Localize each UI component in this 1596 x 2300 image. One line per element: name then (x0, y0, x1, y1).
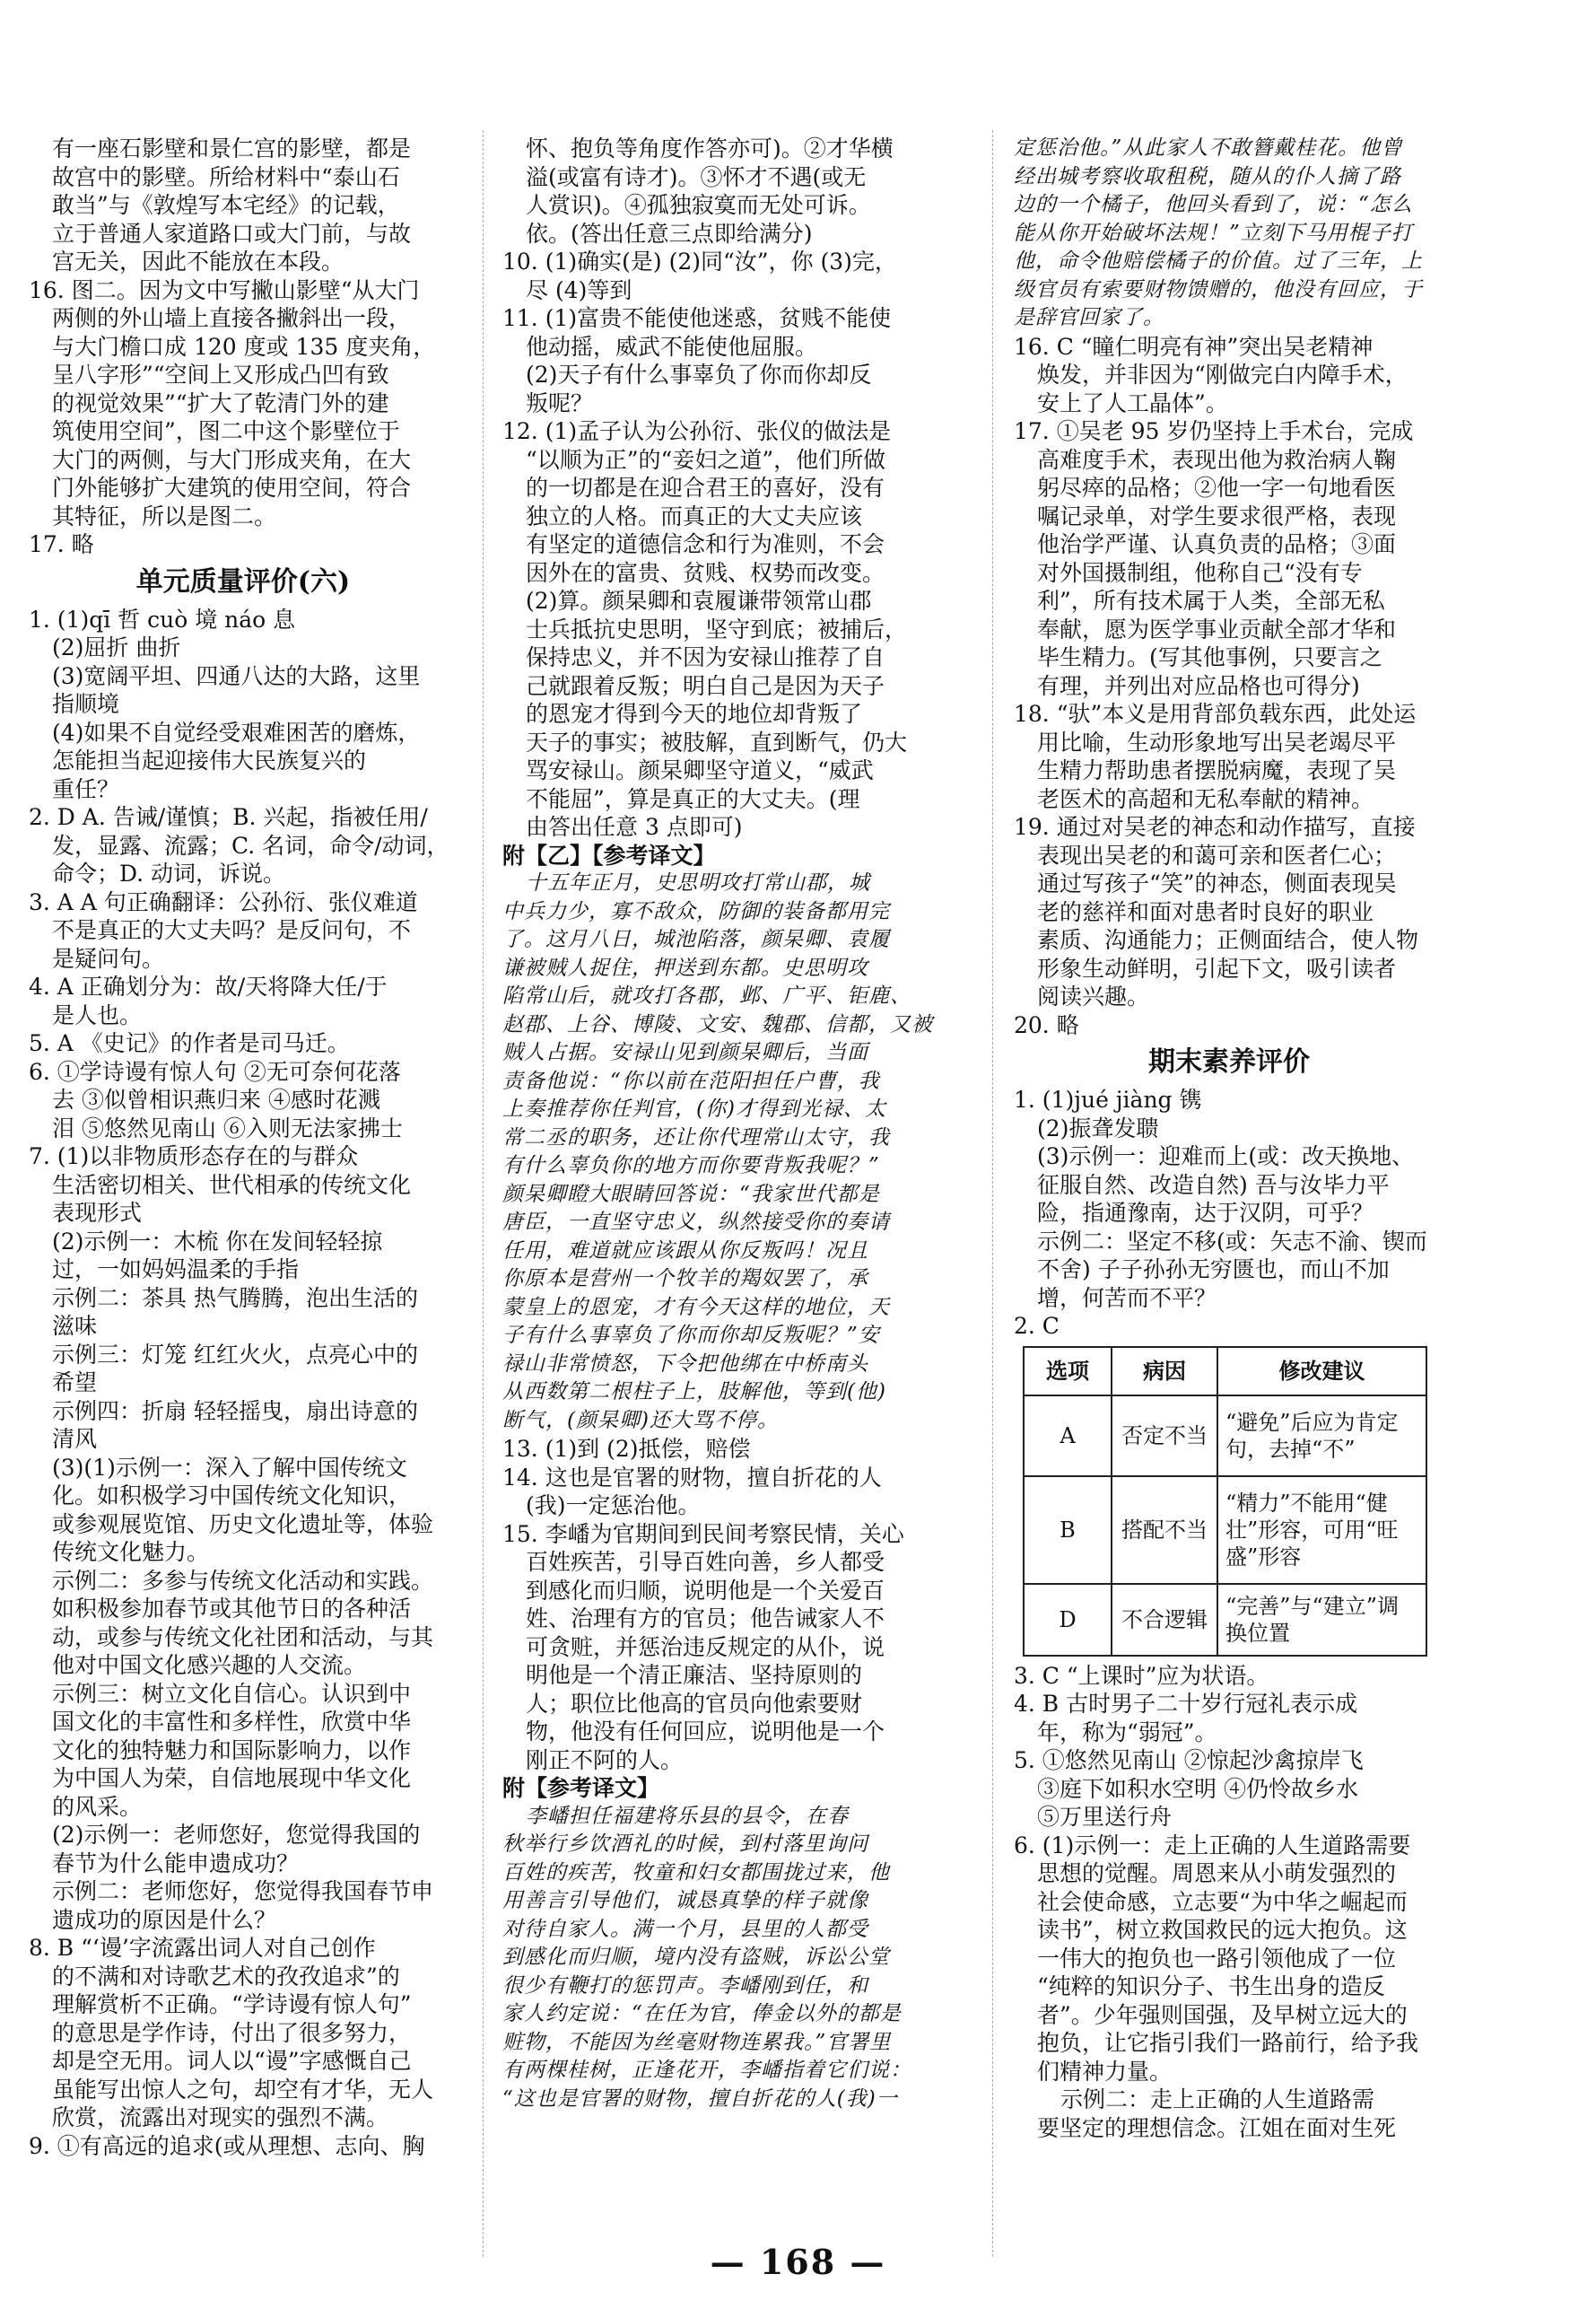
text-line: 增，何苦而不平？ (1037, 1284, 1217, 1311)
text-line: 己就跟着反叛；明白自己是因为天子 (526, 672, 885, 699)
text-line: 14. 这也是官署的财物，擅自折花的人 (502, 1464, 882, 1491)
text-line: 老的慈祥和面对患者时良好的职业 (1037, 898, 1374, 925)
text-line: 他治学严谨、认真负责的品格；③面 (1037, 531, 1397, 557)
text-line: 表现出吴老的和蔼可亲和医者仁心； (1037, 842, 1397, 869)
text-line: 遗成功的原因是什么？ (52, 1906, 277, 1933)
text-line: 有两棵桂树，正逢花开，李嶓指着它们说： (502, 2059, 911, 2082)
text-line: 士兵抵抗史思明，坚守到底；被捕后， (526, 616, 908, 643)
text-line: 其特征，所以是图二。 (52, 503, 277, 529)
text-line: 国文化的丰富性和多样性，欣赏中华 (52, 1709, 412, 1735)
text-line: 能从你开始破坏法规！”立刻下马用棍子打 (1014, 221, 1413, 245)
text-line: 常二丞的职务，还让你代理常山太守，我 (502, 1125, 890, 1150)
text-line: 很少有鞭打的惩罚声。李嶓刚到任，和 (502, 1973, 868, 1998)
text-line: 虽能写出惊人之句，却空有才华，无人 (52, 2076, 434, 2103)
text-line: 社会使命感，立志要“为中华之崛起而 (1037, 1888, 1408, 1915)
text-line: 如积极参加春节或其他节日的各种活 (52, 1596, 412, 1622)
text-line: 4. B 古时男子二十岁行冠礼表示成 (1014, 1691, 1358, 1717)
text-line: 1. (1)jué jiàng 镌 (1014, 1087, 1202, 1113)
text-line: 示例二：多参与传统文化活动和实践。 (52, 1567, 434, 1594)
text-line: (2)算。颜杲卿和袁履谦带领常山郡 (526, 588, 872, 614)
text-line: 读书”，树立救国救民的远大抱负。这 (1037, 1917, 1408, 1943)
text-line: 附【乙】【参考译文】 (502, 842, 716, 869)
table-row (1024, 1476, 1426, 1584)
text-line: 有坚定的道德信念和行为准则，不会 (526, 531, 885, 557)
text-line: 17. 略 (29, 531, 94, 557)
text-line: 的风采。 (52, 1793, 143, 1820)
text-line: (我)一定惩治他。 (526, 1492, 701, 1518)
text-line: 蒙皇上的恩宠，才有今天这样的地位，天 (502, 1295, 890, 1319)
text-line: 依。(答出任意三点即给满分) (526, 220, 813, 247)
text-line: 定惩治他。”从此家人不敢簪戴桂花。他曾 (1014, 136, 1403, 160)
text-line: 的不满和对诗歌艺术的孜孜追求”的 (52, 1963, 400, 1990)
text-line: 示例三：树立文化自信心。认识到中 (52, 1680, 412, 1707)
text-line: 是辞官回家了。 (1014, 306, 1164, 329)
text-line: 1. (1)qī 哲 cuò 境 náo 息 (29, 606, 296, 633)
text-line: 毕生精力。(写其他事例，只要言之 (1037, 644, 1382, 670)
text-line: 不舍) 子子孙孙无穷匮也，而山不加 (1037, 1256, 1390, 1282)
text-line: 用比喻，生动形象地写出吴老竭尽平 (1037, 729, 1397, 756)
text-line: 动，或参与传统文化社团和活动，与其 (52, 1623, 434, 1650)
text-line: 安上了人工晶体”。 (1037, 389, 1228, 416)
text-line: 9. ①有高远的追求(或从理想、志向、胸 (29, 2132, 425, 2159)
text-line: 他，命令他赔偿橘子的价值。过了三年，上 (1014, 249, 1423, 273)
text-line: (2)示例一：老师您好，您觉得我国的 (52, 1822, 421, 1848)
text-line: “以顺为正”的“妾妇之道”，他们所做 (526, 446, 886, 473)
text-line: 阅读兴趣。 (1037, 984, 1150, 1010)
text-line: 重任？ (52, 775, 120, 802)
text-line: 了。这月八日，城池陷落，颜杲卿、袁履 (502, 928, 890, 951)
text-line: (3)宽阔平坦、四通八达的大路，这里 (52, 662, 421, 689)
text-line: 是疑问句。 (52, 945, 165, 972)
table-row (1024, 1395, 1426, 1476)
text-line: 18. “驮”本义是用背部负载东西，此处运 (1014, 701, 1417, 727)
text-line: ③庭下如积水空明 ④仍怜故乡水 (1037, 1775, 1358, 1802)
text-line: 有一座石影壁和景仁宫的影壁，都是 (52, 136, 412, 162)
text-line: 利”，所有技术属于人类，全部无私 (1037, 588, 1385, 614)
text-line: 示例三：灯笼 红红火火，点亮心中的 (52, 1341, 418, 1368)
text-line: 附【参考译文】 (502, 1775, 660, 1801)
text-line: 经出城考察收取租税，随从的仆人摘了路 (1014, 164, 1401, 188)
text-line: 春节为什么能申遗成功？ (52, 1850, 300, 1876)
column-divider (992, 130, 993, 2257)
text-line: 的一切都是在迎合君王的喜好，没有 (526, 475, 885, 501)
text-line: 明他是一个清正廉洁、坚持原则的 (526, 1662, 863, 1688)
text-line: 陷常山后，就攻打各郡，邺、广平、钜鹿、 (502, 984, 911, 1008)
text-line: 溢(或富有诗才)。③怀才不遇(或无 (526, 163, 867, 190)
text-line: 希望 (52, 1369, 98, 1395)
table-row (1024, 1584, 1426, 1656)
text-line: 20. 略 (1014, 1011, 1079, 1038)
text-line: 示例二：走上正确的人生道路需 (1060, 2086, 1375, 2112)
text-line: 化。如积极学习中国传统文化知识， (52, 1482, 412, 1509)
text-line: 是人也。 (52, 1001, 143, 1028)
text-line: 12. (1)孟子认为公孙衍、张仪的做法是 (502, 418, 892, 444)
page-number: — 168 — (710, 2242, 886, 2282)
text-line: 5. A 《史记》的作者是司马迁。 (29, 1030, 350, 1056)
text-line: 焕发，并非因为“刚做完白内障手术， (1037, 362, 1408, 388)
text-line: 尽 (4)等到 (526, 276, 632, 303)
text-line: 十五年正月，史思明攻打常山郡，城 (526, 871, 870, 895)
text-line: 6. ①学诗谩有惊人句 ②无可奈何花落 (29, 1058, 401, 1085)
text-line: 17. ①吴老 95 岁仍坚持上手术台，完成 (1014, 418, 1414, 444)
text-line: 上奏推荐你任判官，(你)才得到光禄、太 (502, 1098, 886, 1121)
text-line: 故宫中的影壁。所给材料中“泰山石 (52, 163, 400, 190)
text-line: 对外国摄制组，他称自己“没有专 (1037, 559, 1363, 586)
text-line: 断气，(颜杲卿)还大骂不停。 (502, 1408, 779, 1432)
text-line: 百姓的疾苦，牧童和妇女都围拢过来，他 (502, 1860, 890, 1885)
text-line: 有什么辜负你的地方而你要背叛我呢？” (502, 1154, 880, 1177)
text-line: 谦被贼人捉住，押送到东都。史思明攻 (502, 956, 868, 980)
table-cell: A (1024, 1395, 1112, 1476)
text-line: “纯粹的知识分子、书生出身的造反 (1037, 1973, 1385, 1999)
text-line: 奉献，愿为医学事业贡献全部才华和 (1037, 616, 1397, 643)
text-line: 秋举行乡饮酒礼的时候，到村落里询问 (502, 1832, 868, 1856)
text-line: (2)示例一：木梳 你在发间轻轻掠 (52, 1228, 383, 1255)
text-line: 滋味 (52, 1313, 98, 1339)
text-line: 生活密切相关、世代相承的传统文化 (52, 1171, 412, 1198)
text-line: (3)(1)示例一：深入了解中国传统文 (52, 1454, 407, 1481)
text-line: 7. (1)以非物质形态存在的与群众 (29, 1143, 359, 1169)
text-line: 过，一如妈妈温柔的手指 (52, 1256, 300, 1282)
text-line: 5. ①悠然见南山 ②惊起沙禽掠岸飞 (1014, 1747, 1364, 1773)
text-line: 物，他没有任何回应，说明他是一个 (526, 1718, 885, 1745)
text-line: 你原本是营州一个牧羊的羯奴罢了，承 (502, 1267, 868, 1290)
text-line: 门外能够扩大建筑的使用空间，符合 (52, 475, 412, 501)
column-divider (483, 130, 484, 2257)
text-line: 15. 李嶓为官期间到民间考察民情，关心 (502, 1520, 904, 1547)
text-line: 年，称为“弱冠”。 (1037, 1718, 1217, 1745)
text-line: 刚正不阿的人。 (526, 1746, 684, 1773)
table-header-row (1024, 1347, 1426, 1395)
text-line: 通过写孩子“笑”的神态，侧面表现吴 (1037, 870, 1397, 896)
text-line: 示例二：坚定不移(或：矢志不渝、锲而 (1037, 1228, 1427, 1255)
text-line: 示例二：老师您好，您觉得我国春节申 (52, 1878, 434, 1904)
text-line: 生精力帮助患者摆脱病魔，表现了吴 (1037, 757, 1397, 783)
text-line: 筑使用空间”，图二中这个影壁位于 (52, 418, 400, 444)
text-line: 骂安禄山。颜杲卿坚守道义，“威武 (526, 757, 874, 783)
text-line: 边的一个橘子，他回头看到了，说：“怎么 (1014, 193, 1413, 216)
text-line: 独立的人格。而真正的大丈夫应该 (526, 503, 863, 529)
text-line: 4. A 正确划分为：故/天将降大任/于 (29, 974, 388, 1000)
text-line: 中兵力少，寡不敌众，防御的装备都用完 (502, 899, 890, 923)
text-line: 险，指通豫南，达于汉阴，可乎？ (1037, 1200, 1374, 1226)
text-line: 唐臣，一直坚守忠义，纵然接受你的奏请 (502, 1211, 890, 1234)
table-header: 病因 (1112, 1347, 1217, 1395)
column-right (1014, 135, 1444, 2142)
text-line: 禄山非常愤怒，下令把他绑在中桥南头 (502, 1351, 868, 1376)
text-line: 泪 ⑤悠然见南山 ⑥入则无法家拂士 (52, 1115, 403, 1141)
text-line: 人；职位比他高的官员向他索要财 (526, 1690, 863, 1717)
text-line: 用善言引导他们，诚恳真挚的样子就像 (502, 1889, 868, 1912)
text-line: 级官员有索要财物馈赠的，他没有回应，于 (1014, 277, 1423, 302)
text-line: 一伟大的抱负也一路引领他成了一位 (1037, 1945, 1397, 1972)
text-line: 要坚定的理想信念。江姐在面对生死 (1037, 2114, 1397, 2141)
text-line: 嘱记录单，对学生要求很严格，表现 (1037, 503, 1397, 529)
text-line: 的恩宠才得到今天的地位却背叛了 (526, 701, 863, 727)
text-line: 从西数第二根柱子上，肢解他，等到(他) (502, 1380, 886, 1404)
text-line: 8. B “‘谩’字流露出词人对自己创作 (29, 1935, 376, 1961)
table-header: 选项 (1024, 1347, 1112, 1395)
text-line: 两侧的外山墙上直接各撇斜出一段， (52, 305, 412, 331)
text-line: ⑤万里送行舟 (1037, 1804, 1173, 1830)
text-line: (2)天子有什么事辜负了你而你却反 (526, 362, 872, 388)
text-line: “这也是官署的财物，擅自折花的人(我)一 (502, 2086, 898, 2111)
text-line: 2. C (1014, 1313, 1060, 1339)
text-line: 高难度手术，表现出他为救治病人鞠 (1037, 446, 1397, 473)
text-line: 叛呢？ (526, 389, 594, 416)
text-line: 呈八字形”“空间上又形成凸凹有致 (52, 362, 389, 388)
text-line: 可贪赃，并惩治违反规定的从仆，说 (526, 1633, 885, 1660)
text-line: (2)屈折 曲折 (52, 634, 181, 660)
text-line: 家人约定说：“在任为官，俸金以外的都是 (502, 2002, 902, 2025)
text-line: 不能屈”，算是真正的大丈夫。(理 (526, 785, 860, 812)
table-cell: B (1024, 1476, 1112, 1584)
text-line: 19. 通过对吴老的神态和动作描写，直接 (1014, 814, 1416, 840)
table-cell: “避免”后应为肯定句，去掉“不” (1217, 1395, 1426, 1476)
text-line: 示例四：折扇 轻轻摇曳，扇出诗意的 (52, 1397, 418, 1424)
text-line: 示例二：茶具 热气腾腾，泡出生活的 (52, 1284, 418, 1311)
text-line: 到感化而归顺，说明他是一个关爱百 (526, 1577, 885, 1604)
text-line: 形象生动鲜明，引起下文，吸引读者 (1037, 955, 1397, 982)
text-line: (4)如果不自觉经受艰难困苦的磨炼， (52, 719, 421, 746)
section-heading: 单元质量评价(六) (135, 565, 351, 598)
text-line: 责备他说：“你以前在范阳担任户曹，我 (502, 1069, 880, 1093)
text-line: 保持忠义，并不因为安禄山推荐了自 (526, 644, 885, 670)
text-line: 理解赏析不正确。“学诗谩有惊人句” (52, 1991, 412, 2017)
table-cell: 不合逻辑 (1112, 1584, 1217, 1656)
text-line: 欣赏，流露出对现实的强烈不满。 (52, 2104, 389, 2130)
text-line: 姓、治理有方的官员；他告诫家人不 (526, 1605, 885, 1631)
text-line: 为中国人为荣，自信地展现中华文化 (52, 1765, 412, 1791)
text-line: 怀、抱负等角度作答亦可)。②才华横 (526, 136, 894, 162)
text-line: (3)示例一：迎难而上(或：改天换地、 (1037, 1143, 1415, 1169)
table-cell: “完善”与“建立”调换位置 (1217, 1584, 1426, 1656)
text-line: 指顺境 (52, 691, 120, 717)
table-header: 修改建议 (1217, 1347, 1426, 1395)
text-line: 13. (1)到 (2)抵偿，赔偿 (502, 1436, 751, 1462)
text-line: 敢当”与《敦煌写本宅经》的记载， (52, 192, 400, 218)
table-cell: 搭配不当 (1112, 1476, 1217, 1584)
text-line: 6. (1)示例一：走上正确的人生道路需要 (1014, 1832, 1411, 1858)
column-right-top (1014, 135, 1444, 1341)
text-line: 他动摇，威武不能使他屈服。 (526, 333, 818, 360)
text-line: 2. D A. 告诫/谨慎；B. 兴起，指被任用/ (29, 804, 428, 830)
text-line: 对待自家人。满一个月，县里的人都受 (502, 1917, 868, 1941)
table-cell: “精力”不能用“健壮”形容，可用“旺盛”形容 (1217, 1476, 1426, 1584)
text-line: 子有什么事辜负了你而你却反叛呢？”安 (502, 1324, 880, 1347)
text-line: 不是真正的大丈夫吗？是反问句，不 (52, 917, 412, 943)
text-line: 11. (1)富贵不能使他迷惑，贫贱不能使 (502, 305, 892, 331)
column-middle (502, 135, 960, 2113)
text-line: 人赏识)。④孤独寂寞而无处可诉。 (526, 192, 871, 218)
revision-table (1023, 1346, 1427, 1657)
text-line: 躬尽瘁的品格；②他一字一句地看医 (1037, 475, 1397, 501)
text-line: 发，显露、流露；C. 名词，命令/动词， (52, 832, 449, 859)
text-line: 老医术的高超和无私奉献的精神。 (1037, 785, 1374, 812)
text-line: (2)振聋发聩 (1037, 1115, 1159, 1141)
text-line: 大门的两侧，与大门形成夹角，在大 (52, 446, 412, 473)
section-heading: 期末素养评价 (1148, 1046, 1310, 1078)
text-line: 怎能担当起迎接伟大民族复兴的 (52, 748, 367, 774)
text-line: 天子的事实；被肢解，直到断气，仍大 (526, 729, 908, 756)
text-line: 或参观展览馆、历史文化遗址等，体验 (52, 1510, 434, 1537)
text-line: 16. C “瞳仁明亮有神”突出吴老精神 (1014, 333, 1374, 360)
text-line: 宫无关，因此不能放在本段。 (52, 249, 344, 275)
text-line: 3. C “上课时”应为状语。 (1014, 1662, 1269, 1689)
text-line: 抱负，让它指引我们一路前行，给予我 (1037, 2030, 1419, 2056)
text-line: 素质、沟通能力；正侧面结合，使人物 (1037, 927, 1419, 953)
text-line: 有理，并列出对应品格也可得分) (1037, 672, 1360, 699)
column-left (29, 135, 458, 2160)
text-line: 16. 图二。因为文中写撇山影壁“从大门 (29, 276, 420, 303)
text-line: 贼人占据。安禄山见到颜杲卿后，当面 (502, 1041, 868, 1064)
text-line: 到感化而归顺，境内没有盗贼，诉讼公堂 (502, 1946, 890, 1969)
text-line: 征服自然、改造自然) 吾与汝毕力平 (1037, 1171, 1390, 1198)
text-line: 立于普通人家道路口或大门前，与故 (52, 220, 412, 247)
text-line: 者”。少年强则国强，及早树立远大的 (1037, 2001, 1408, 2028)
text-line: 赃物，不能因为丝毫财物连累我。”官署里 (502, 2030, 892, 2054)
text-line: 颜杲卿瞪大眼睛回答说：“我家世代都是 (502, 1182, 880, 1206)
text-line: 却是空无用。词人以“谩”字感慨自己 (52, 2048, 412, 2074)
text-line: 传统文化魅力。 (52, 1539, 210, 1565)
table-cell: 否定不当 (1112, 1395, 1217, 1476)
table-cell: D (1024, 1584, 1112, 1656)
text-line: 的视觉效果”“扩大了乾清门外的建 (52, 389, 389, 416)
text-line: 因外在的富贵、贫贱、权势而改变。 (526, 559, 885, 586)
text-line: 清风 (52, 1426, 98, 1452)
text-line: 思想的觉醒。周恩来从小萌发强烈的 (1037, 1860, 1397, 1886)
text-line: 李嶓担任福建将乐县的县令，在春 (526, 1804, 849, 1828)
text-line: 表现形式 (52, 1200, 143, 1226)
text-line: 与大门檐口成 120 度或 135 度夹角， (52, 333, 436, 360)
text-line: 由答出任意 3 点即可) (526, 814, 743, 840)
text-line: 10. (1)确实(是) (2)同“汝”，你 (3)完， (502, 249, 897, 275)
text-line: 3. A A 句正确翻译：公孙衍、张仪难道 (29, 888, 418, 915)
text-line: 的意思是学作诗，付出了很多努力， (52, 2019, 412, 2046)
column-right-bottom (1014, 1662, 1444, 2143)
text-line: 命令；D. 动词，诉说。 (52, 861, 286, 887)
text-line: 他对中国文化感兴趣的人交流。 (52, 1652, 367, 1678)
text-line: 赵郡、上谷、博陵、文安、魏郡、信都，又被 (502, 1012, 933, 1036)
text-line: 文化的独特魅力和国际影响力，以作 (52, 1736, 412, 1763)
text-line: 去 ③似曾相识燕归来 ④感时花溅 (52, 1087, 380, 1113)
text-line: 任用，难道就应该跟从你反叛吗！况且 (502, 1238, 868, 1263)
text-line: 百姓疾苦，引导百姓向善，乡人都受 (526, 1549, 885, 1575)
text-line: 们精神力量。 (1037, 2058, 1173, 2085)
